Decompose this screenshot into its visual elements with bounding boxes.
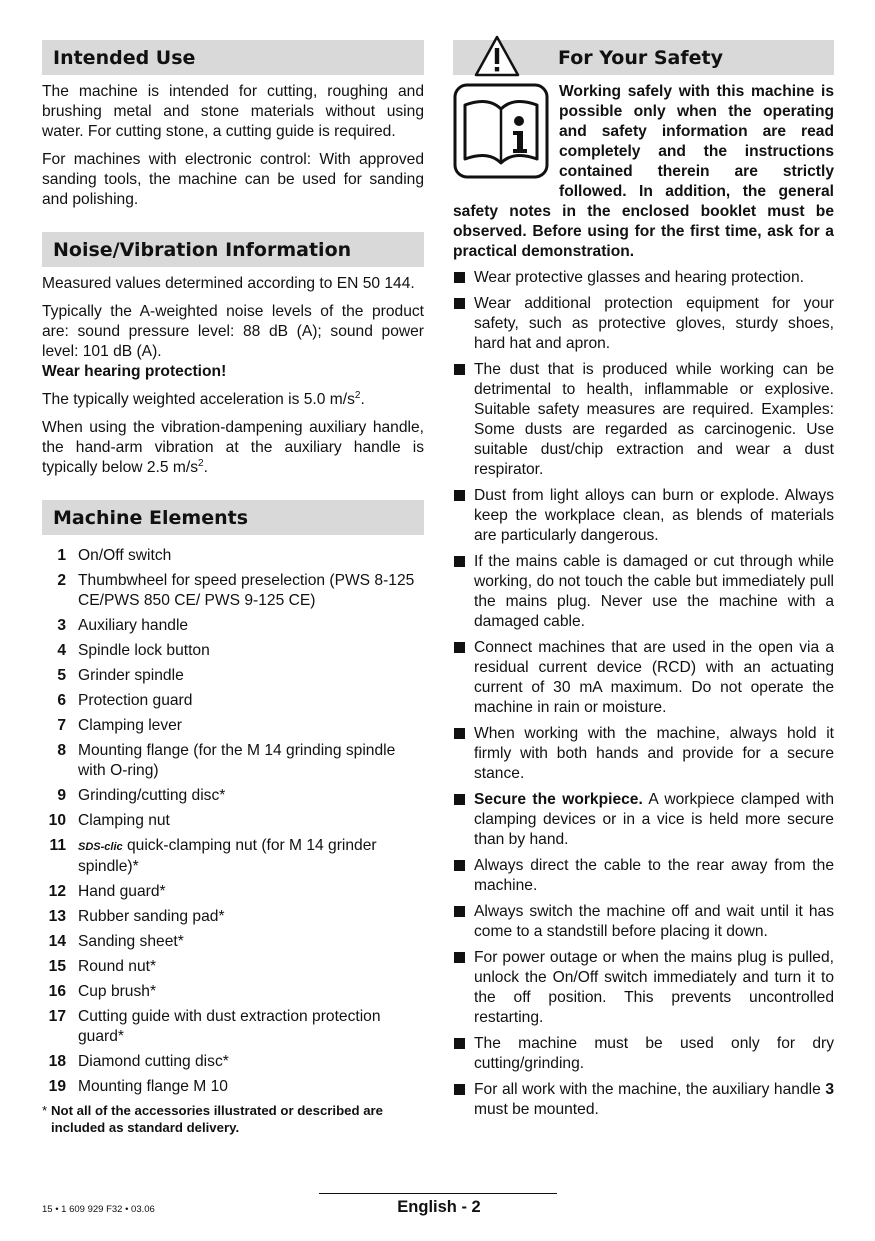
element-number: 12 [48, 883, 66, 900]
bullet-square-icon [454, 556, 465, 567]
page-label: English - 2 [397, 1198, 481, 1216]
right-column [453, 40, 834, 1120]
intended-use-paragraph-1: The machine is intended for cutting, roughing and brushing metal and stone materials without using water. For cutting stone, a cutting guide is required. [42, 83, 424, 140]
element-number: 4 [57, 642, 66, 659]
safety-bullet [453, 360, 834, 480]
intended-use-paragraph-2: For machines with electronic control: With approved sanding tools, the machine can be used for sanding and polishing. [42, 151, 424, 208]
safety-bullet-text: When working with the machine, always hold it firmly with both hands and provide for a secure stance. [474, 725, 834, 782]
element-text: Clamping nut [78, 812, 170, 829]
bullet-square-icon [454, 906, 465, 917]
element-number: 11 [49, 837, 66, 854]
element-text: Hand guard* [78, 883, 166, 900]
warning-triangle-icon [473, 34, 521, 78]
element-number: 16 [48, 983, 66, 1000]
element-item [42, 836, 424, 877]
element-number: 5 [57, 667, 66, 684]
footer-rule [319, 1193, 557, 1194]
element-item [42, 716, 424, 736]
read-manual-icon [453, 83, 549, 179]
element-text: Mounting flange M 10 [78, 1078, 228, 1095]
element-text: Mounting flange (for the M 14 grinding spindle with O-ring) [78, 742, 396, 779]
element-item [42, 1052, 424, 1072]
safety-bullet [453, 1034, 834, 1074]
bullet-square-icon [454, 860, 465, 871]
element-item [42, 1077, 424, 1097]
safety-bullet-text: For power outage or when the mains plug is pulled, unlock the On/Off switch immediately and turn it to the off position. This prevents uncontrolled restarting. [474, 949, 834, 1026]
element-number: 6 [57, 692, 66, 709]
safety-bullet [453, 948, 834, 1028]
bullet-square-icon [454, 728, 465, 739]
safety-bullet-text: If the mains cable is damaged or cut through while working, do not touch the cable but immediately pull the mains plug. Never use the machine with a damaged cable. [474, 553, 834, 630]
element-text: Spindle lock button [78, 642, 210, 659]
safety-intro-text: Working safely with this machine is possible only when the operating and safety information are read completely and the instructions contained therein are strictly followed. In addition, the general safety notes in the enclosed booklet must be observed. Before using for the first time, ask for a practical demonstration. [453, 83, 834, 260]
element-item [42, 546, 424, 566]
safety-heading-bar [453, 40, 834, 75]
safety-bullet-text: Wear additional protection equipment for your safety, such as protective gloves, sturdy shoes, hard hat and apron. [474, 295, 834, 352]
safety-bullet-text: Always switch the machine off and wait until it has come to a standstill before placing it down. [474, 903, 834, 940]
element-text: Sanding sheet* [78, 933, 184, 950]
noise-vibration-text: When using the vibration-dampening auxiliary handle, the hand-arm vibration at the auxiliary handle is typically below 2.5 $m/s^2$. [42, 419, 424, 476]
element-text: Round nut* [78, 958, 157, 975]
safety-bullet-text: For all work with the machine, the auxiliary handle 3 must be mounted. [474, 1081, 834, 1118]
element-number: 14 [48, 933, 66, 950]
element-text: Grinding/cutting disc* [78, 787, 226, 804]
sds-clic-logo: SDS-clic [78, 841, 123, 853]
element-item [42, 982, 424, 1002]
element-number: 13 [48, 908, 66, 925]
element-text: Protection guard [78, 692, 193, 709]
element-text: Diamond cutting disc* [78, 1053, 229, 1070]
safety-bullet-text: Connect machines that are used in the open via a residual current device (RCD) with an actuating current of 30 mA maximum. Do not operate the machine in rain or moisture. [474, 639, 834, 716]
element-text: SDS-clic quick-clamping nut (for M 14 grinder spindle)* [78, 837, 377, 875]
element-number: 10 [48, 812, 66, 829]
safety-bullet-text: Secure the workpiece. A workpiece clamped with clamping devices or in a vice is held more secure than by hand. [474, 791, 835, 848]
element-item [42, 957, 424, 977]
safety-bullet [453, 486, 834, 546]
bullet-square-icon [454, 642, 465, 653]
element-item [42, 691, 424, 711]
element-number: 3 [57, 617, 66, 634]
safety-bullet-text: The machine must be used only for dry cutting/grinding. [474, 1035, 834, 1072]
element-number: 9 [57, 787, 66, 804]
safety-bullet [453, 294, 834, 354]
element-number: 17 [48, 1008, 66, 1025]
element-item [42, 641, 424, 661]
safety-bullet [453, 1080, 834, 1120]
element-text: On/Off switch [78, 547, 172, 564]
element-number: 2 [57, 572, 66, 589]
element-text: Rubber sanding pad* [78, 908, 225, 925]
bullet-square-icon [454, 298, 465, 309]
element-item [42, 882, 424, 902]
safety-bullet-text: Wear protective glasses and hearing protection. [474, 269, 804, 286]
safety-bullet [453, 268, 834, 288]
element-number: 8 [57, 742, 66, 759]
element-item [42, 1007, 424, 1047]
element-number: 7 [57, 717, 66, 734]
noise-acceleration: The typically weighted acceleration is 5.0 $m/s^2$. [42, 389, 365, 408]
element-text: Cup brush* [78, 983, 157, 1000]
bullet-square-icon [454, 272, 465, 283]
intended-use-heading: Intended Use [42, 40, 424, 75]
safety-bullet-list [453, 268, 834, 1120]
safety-bullet [453, 790, 834, 850]
element-text: Clamping lever [78, 717, 183, 734]
bullet-square-icon [454, 490, 465, 501]
element-item [42, 571, 424, 611]
element-text: Cutting guide with dust extraction protection guard* [78, 1008, 381, 1045]
safety-bullet-text: The dust that is produced while working can be detrimental to health, inflammable or explosive. Suitable safety measures are required. Examples: Some dusts are regarded as carcinogenic. Use suitable dust/chip extraction and wear a dust respirator. [474, 361, 834, 478]
bullet-square-icon [454, 364, 465, 375]
element-item [42, 932, 424, 952]
element-number: 18 [48, 1053, 66, 1070]
noise-warning: Wear hearing protection! [42, 363, 227, 380]
element-number: 15 [48, 958, 66, 975]
element-item [42, 907, 424, 927]
element-item [42, 616, 424, 636]
safety-bullet [453, 552, 834, 632]
safety-intro [453, 82, 834, 262]
left-column [42, 40, 424, 1136]
element-item [42, 786, 424, 806]
accessories-footnote: * Not all of the accessories illustrated or described are included as standard delivery. [42, 1103, 384, 1135]
noise-vibration-heading: Noise/Vibration Information [42, 232, 424, 267]
element-text: Thumbwheel for speed preselection (PWS 8-125 CE/PWS 850 CE/ PWS 9-125 CE) [78, 572, 415, 609]
safety-bullet-text: Always direct the cable to the rear away from the machine. [474, 857, 834, 894]
machine-elements-heading: Machine Elements [42, 500, 424, 535]
machine-elements-list [42, 546, 424, 1097]
safety-bullet-text: Dust from light alloys can burn or explode. Always keep the workplace clean, as blends of materials are particularly dangerous. [474, 487, 834, 544]
safety-bullet [453, 902, 834, 942]
element-text: Grinder spindle [78, 667, 184, 684]
safety-heading: For Your Safety [453, 40, 834, 75]
element-number: 19 [48, 1078, 66, 1095]
safety-bullet [453, 856, 834, 896]
bullet-square-icon [454, 1084, 465, 1095]
element-text: Auxiliary handle [78, 617, 189, 634]
noise-paragraph-1: Measured values determined according to EN 50 144. [42, 275, 415, 292]
bullet-square-icon [454, 952, 465, 963]
bullet-square-icon [454, 1038, 465, 1049]
document-code: 15 • 1 609 929 F32 • 03.06 [42, 1204, 155, 1215]
noise-paragraph-2: Typically the A-weighted noise levels of the product are: sound pressure level: 88 dB (A); sound power level: 101 dB (A). [42, 303, 424, 360]
safety-bullet [453, 638, 834, 718]
bullet-square-icon [454, 794, 465, 805]
element-number: 1 [57, 547, 66, 564]
safety-bullet [453, 724, 834, 784]
element-item [42, 741, 424, 781]
element-item [42, 811, 424, 831]
element-item [42, 666, 424, 686]
